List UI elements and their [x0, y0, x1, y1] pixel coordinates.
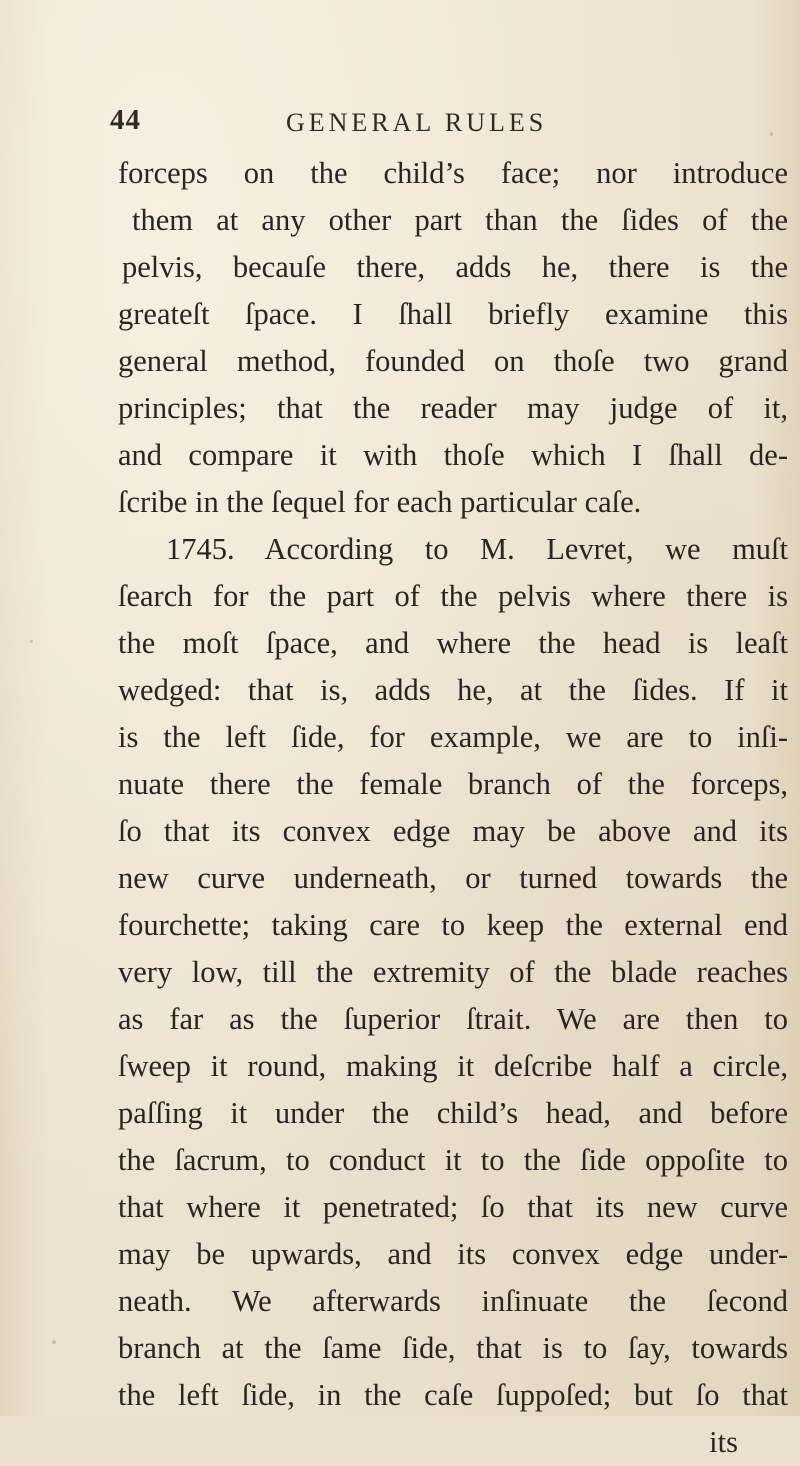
- text-line: paſſing it under the child’s head, and before: [118, 1096, 788, 1130]
- text-line: the moſt ſpace, and where the head is leaſt: [118, 626, 788, 660]
- text-line: ſearch for the part of the pelvis where there is: [118, 579, 788, 613]
- page-header: [110, 104, 710, 144]
- paper-speck: [770, 132, 773, 136]
- text-line: that where it penetrated; ſo that its new curve: [118, 1190, 788, 1224]
- paragraph-start-line: 1745. According to M. Levret, we muſt: [166, 532, 788, 566]
- text-line: greateſt ſpace. I ſhall briefly examine this: [118, 297, 788, 331]
- text-line: neath. We afterwards inſinuate the ſecond: [118, 1284, 788, 1318]
- text-line: pelvis, becauſe there, adds he, there is the: [122, 250, 788, 284]
- text-line: forceps on the child’s face; nor introduce: [118, 156, 788, 190]
- text-line: ſcribe in the ſequel for each particular caſe.: [118, 485, 642, 519]
- text-line: them at any other part than the ſides of the: [132, 203, 788, 237]
- text-line: the left ſide, in the caſe ſuppoſed; but ſo that: [118, 1378, 788, 1412]
- body-text: [118, 150, 788, 1466]
- text-line: very low, till the extremity of the blade reaches: [118, 955, 788, 989]
- running-head: GENERAL RULES: [286, 108, 548, 137]
- text-line: ſo that its convex edge may be above and its: [118, 814, 788, 848]
- text-line: ſweep it round, making it deſcribe half a circle,: [118, 1049, 788, 1083]
- text-line: may be upwards, and its convex edge under-: [118, 1237, 788, 1271]
- paper-speck: [52, 1340, 56, 1344]
- text-line: new curve underneath, or turned towards the: [118, 861, 788, 895]
- text-line: and compare it with thoſe which I ſhall de-: [118, 438, 788, 472]
- text-line: fourchette; taking care to keep the external end: [118, 908, 788, 942]
- text-line: as far as the ſuperior ſtrait. We are then to: [118, 1002, 788, 1036]
- text-line: branch at the ſame ſide, that is to ſay, towards: [118, 1331, 788, 1365]
- text-line: general method, founded on thoſe two grand: [118, 344, 788, 378]
- text-line: nuate there the female branch of the forceps,: [118, 767, 788, 801]
- page-number: 44: [110, 104, 141, 136]
- text-line: wedged: that is, adds he, at the ſides. If it: [118, 673, 788, 707]
- paper-speck: [30, 640, 33, 643]
- text-line: principles; that the reader may judge of it,: [118, 391, 788, 425]
- text-line: the ſacrum, to conduct it to the ſide oppoſite to: [118, 1143, 788, 1177]
- catchword: its: [709, 1425, 738, 1459]
- text-line: is the left ſide, for example, we are to inſi-: [118, 720, 788, 754]
